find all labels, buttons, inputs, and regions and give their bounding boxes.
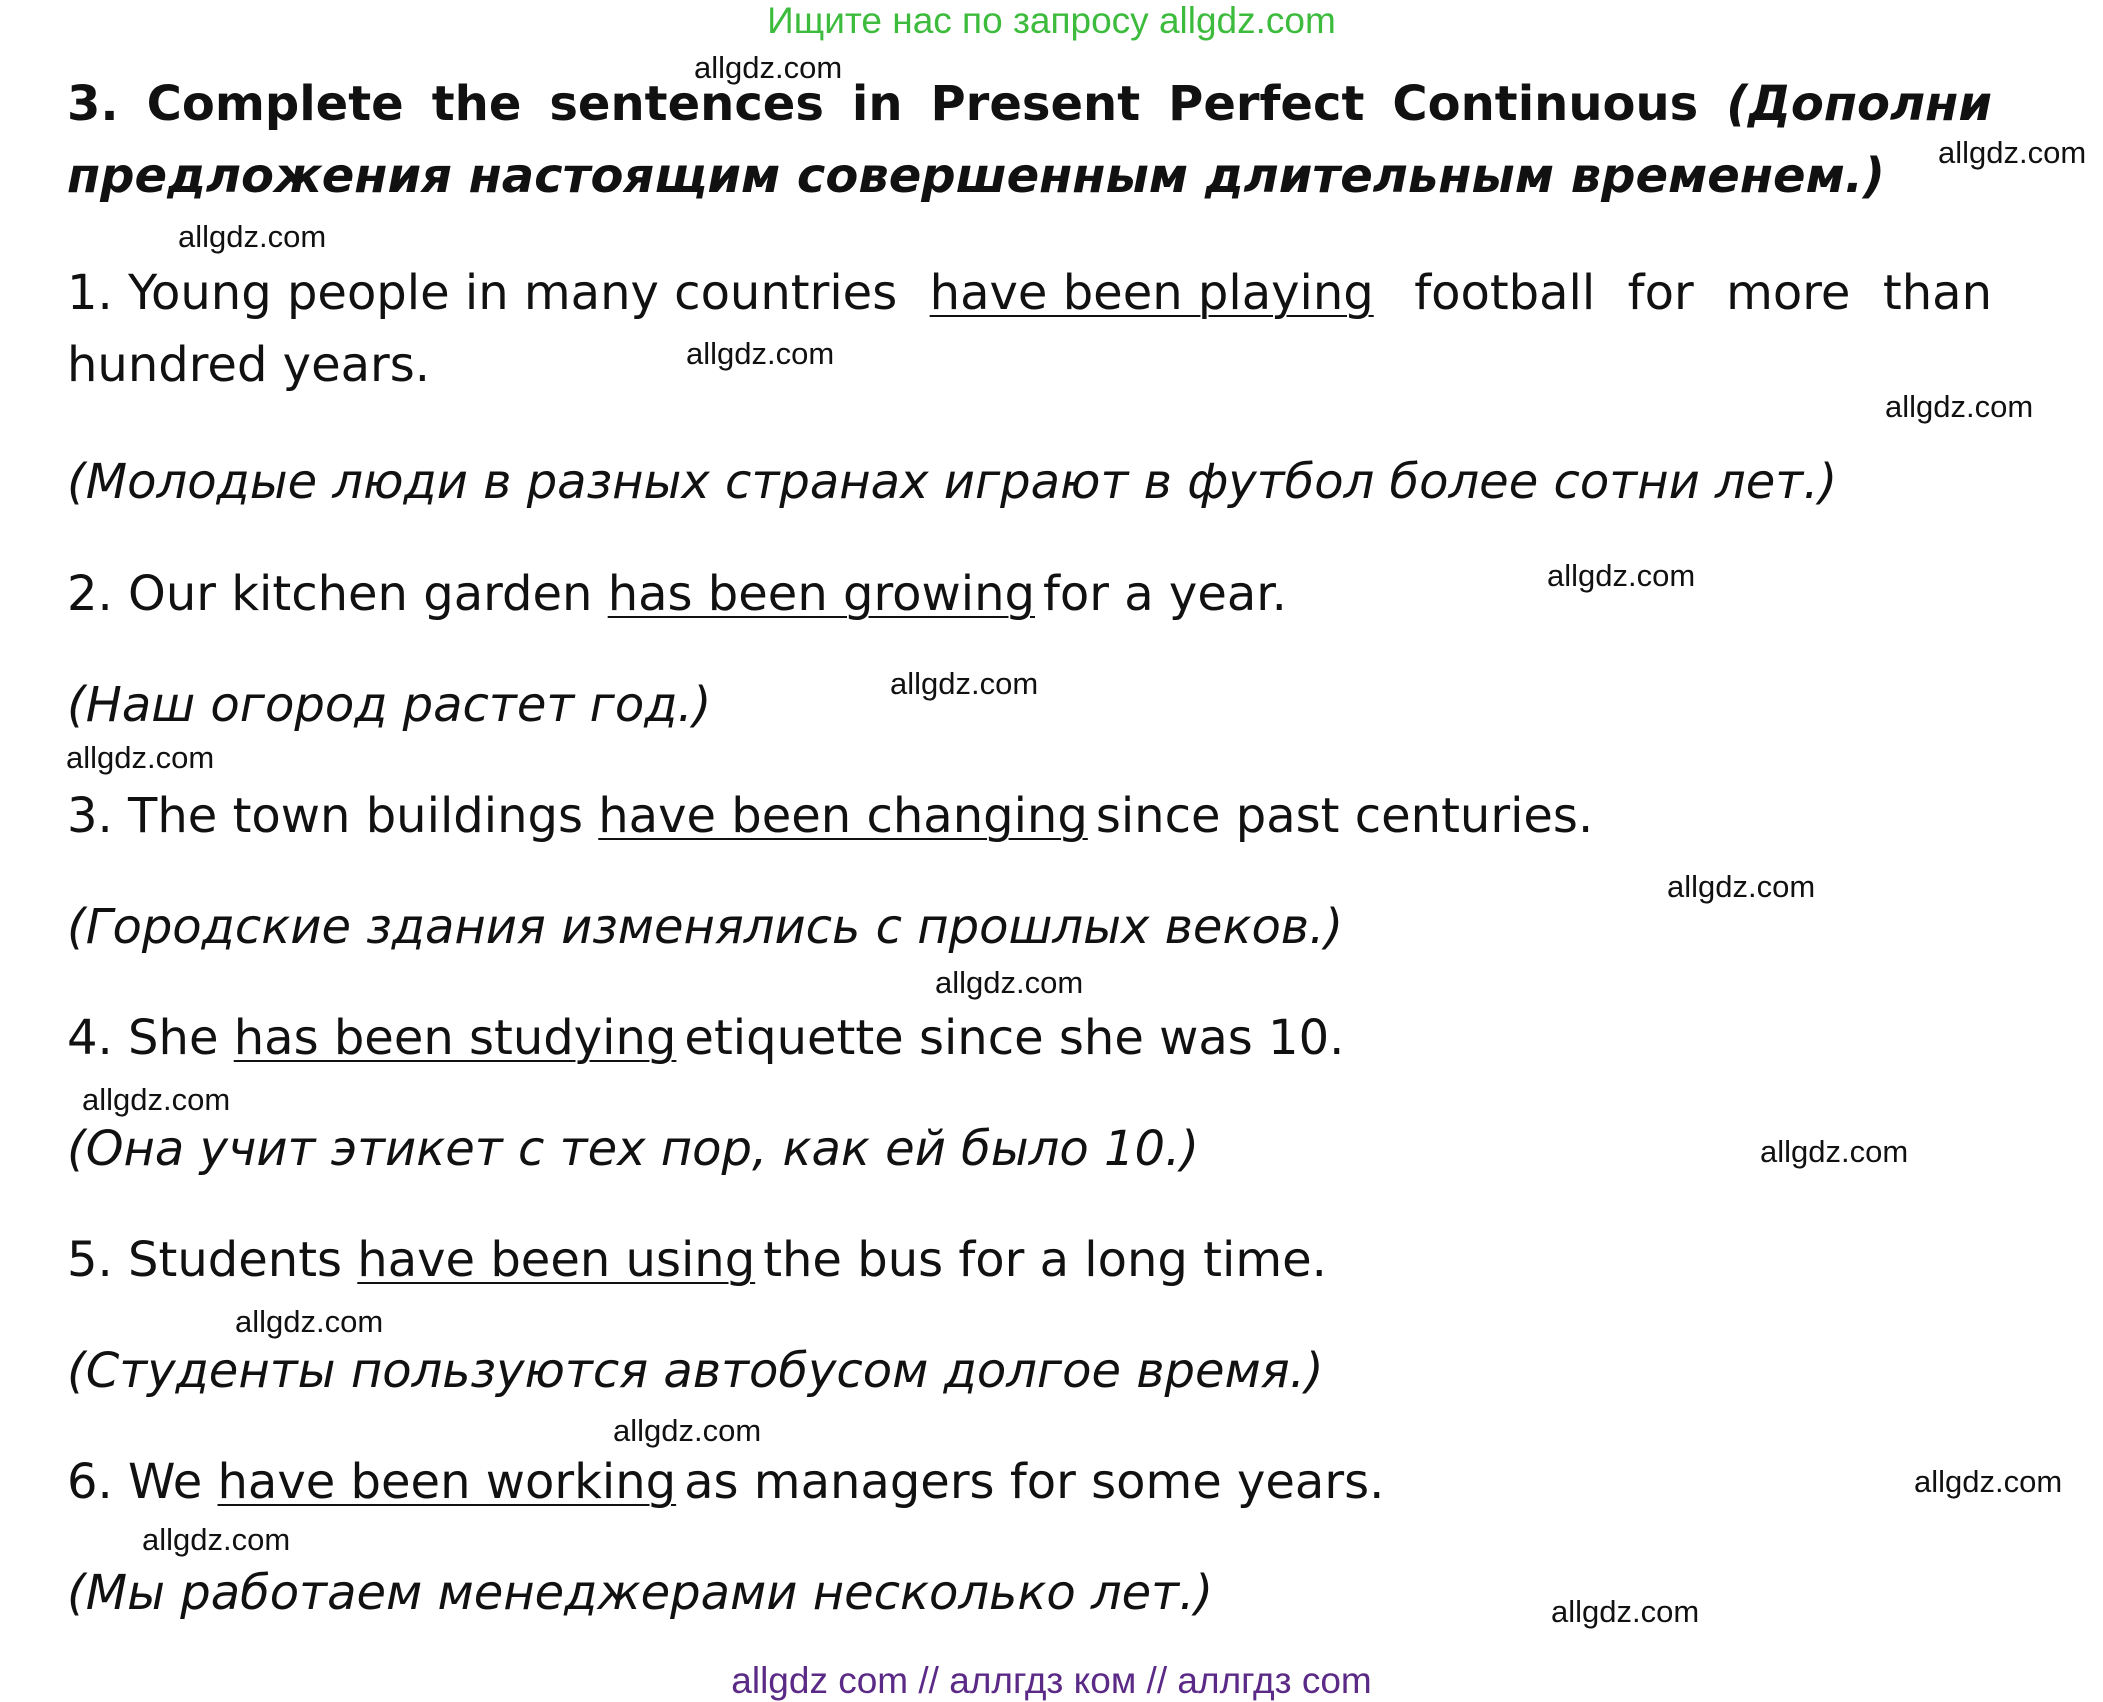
translation-4: (Она учит этикет с тех пор, как ей было 10.) [67,1121,1200,1177]
watermark: allgdz.com [1914,1464,2063,1499]
answer-3: have been changing [598,788,1088,844]
answer-4: has been studying [233,1010,677,1066]
sentence-4-before: 4. She [67,1010,234,1066]
sentence-6 [67,1454,1385,1510]
translation-6: (Мы работаем менеджерами несколько лет.) [67,1565,1214,1621]
translation-1: (Молодые люди в разных странах играют в футбол более сотни лет.) [67,454,1838,510]
watermark: allgdz.com [142,1522,291,1557]
sentence-5 [67,1232,1327,1288]
watermark: allgdz.com [1885,389,2034,424]
heading-line2: предложения настоящим совершенным длительным временем.) [67,148,1885,204]
sentence-word: football [1414,265,1596,321]
watermark: allgdz.com [178,219,327,254]
sentence-word: than [1882,265,1992,321]
answer-1: have been playing [929,265,1374,321]
exercise-heading [67,76,1992,204]
watermark: allgdz.com [1667,869,1816,904]
sentence-5-after: the bus for a long time. [763,1232,1327,1288]
sentence-word: for [1627,265,1694,321]
watermark: allgdz.com [1760,1134,1909,1169]
heading-word: Present [930,76,1141,132]
watermark: allgdz.com [1547,558,1696,593]
heading-word: Continuous [1392,76,1699,132]
heading-word: the [431,76,522,132]
answer-5: have been using [357,1232,756,1288]
sentence-2-after: for a year. [1043,566,1287,622]
top-banner: Ищите нас по запросу allgdz.com [767,0,1336,41]
watermark: allgdz.com [235,1304,384,1339]
watermark: allgdz.com [613,1413,762,1448]
heading-word: sentences [549,76,824,132]
answer-6: have been working [217,1454,677,1510]
watermark: allgdz.com [1938,135,2087,170]
sentence-2 [67,566,1287,622]
bottom-banner: allgdz com // аллгдз ком // аллгдз com [731,1660,1372,1701]
heading-word: 3. [67,76,119,132]
sentence-1-line2: hundred years. [67,337,431,393]
heading-word-ru: (Дополни [1726,76,1992,132]
sentence-6-after: as managers for some years. [684,1454,1385,1510]
sentence-6-before: 6. We [67,1454,218,1510]
watermark: allgdz.com [82,1082,231,1117]
translation-2: (Наш огород растет год.) [67,677,712,733]
watermark: allgdz.com [1551,1594,1700,1629]
sentence-1 [67,265,1992,393]
sentence-3-before: 3. The town buildings [67,788,599,844]
sentence-1-before: 1. Young people in many countries [67,265,898,321]
sentence-2-before: 2. Our kitchen garden [67,566,608,622]
answer-2: has been growing [607,566,1035,622]
heading-word: in [851,76,903,132]
sentence-4-after: etiquette since she was 10. [684,1010,1345,1066]
sentence-3 [67,788,1594,844]
sentence-word: more [1726,265,1851,321]
sentence-3-after: since past centuries. [1095,788,1594,844]
watermark: allgdz.com [66,740,215,775]
sentence-5-before: 5. Students [67,1232,358,1288]
heading-word: Complete [146,76,404,132]
watermark: allgdz.com [890,666,1039,701]
watermark: allgdz.com [694,50,843,85]
watermark: allgdz.com [935,965,1084,1000]
translation-3: (Городские здания изменялись с прошлых веков.) [67,899,1344,955]
heading-word: Perfect [1168,76,1365,132]
translation-5: (Студенты пользуются автобусом долгое время.) [67,1343,1324,1399]
watermark: allgdz.com [686,336,835,371]
sentence-4 [67,1010,1345,1066]
